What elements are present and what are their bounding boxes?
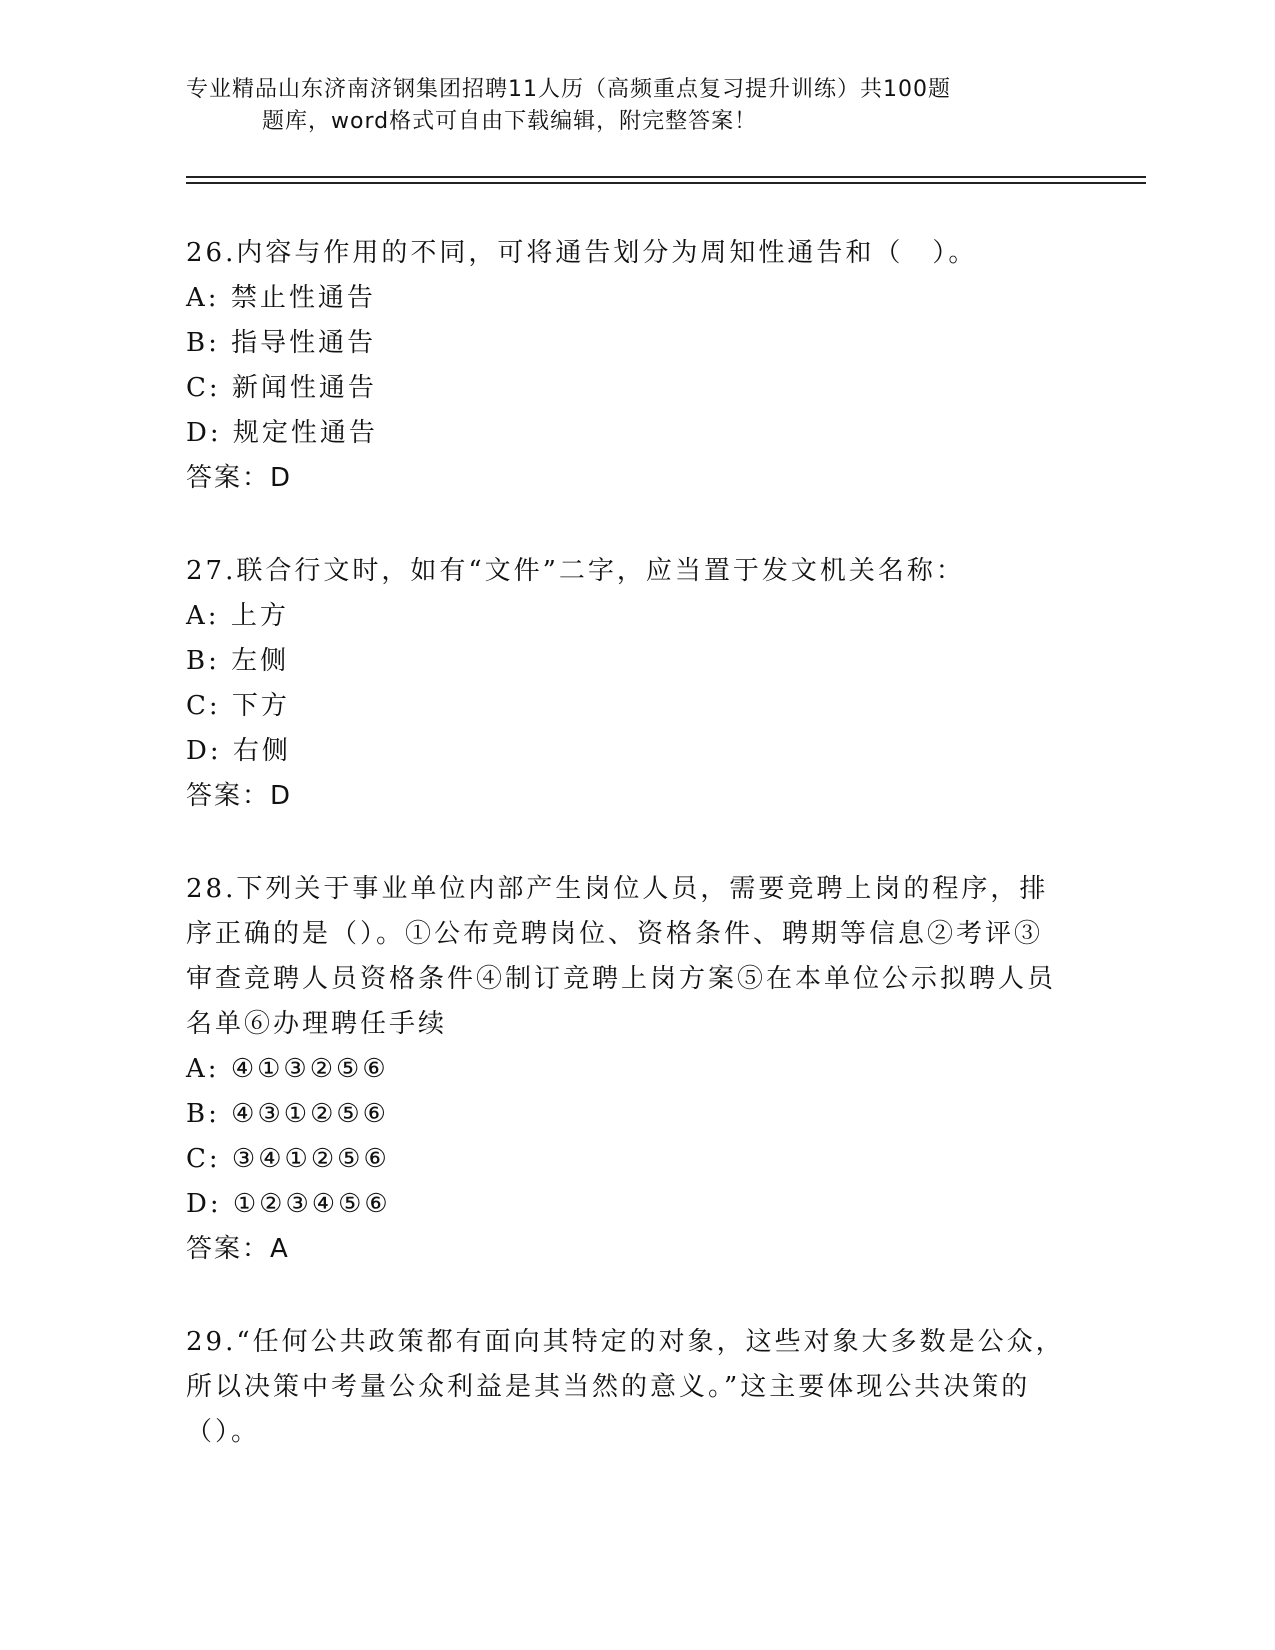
option-d	[186, 411, 1066, 456]
option-key: C:	[186, 373, 221, 403]
option-key: D:	[186, 1189, 222, 1219]
option-text: ④③①②⑤⑥	[231, 1099, 389, 1129]
option-c	[186, 1137, 1066, 1182]
option-key: A:	[186, 601, 220, 631]
question-text: 26.内容与作用的不同，可将通告划分为周知性通告和（ ）。	[186, 238, 978, 268]
header-title-line-2: 题库，word格式可自由下载编辑，附完整答案！	[262, 109, 758, 134]
option-key: B:	[186, 646, 220, 676]
option-key: C:	[186, 691, 221, 721]
question-26	[186, 231, 1066, 501]
option-text: 指导性通告	[231, 328, 377, 358]
option-text: 新闻性通告	[231, 373, 377, 403]
option-a	[186, 594, 1066, 639]
option-text: 规定性通告	[232, 418, 378, 448]
question-27	[186, 549, 1066, 819]
option-key: A:	[186, 1054, 220, 1084]
option-b	[186, 1092, 1066, 1137]
option-d	[186, 729, 1066, 774]
option-text: 左侧	[231, 646, 290, 676]
option-a	[186, 1047, 1066, 1092]
question-text: 27.联合行文时，如有“文件”二字，应当置于发文机关名称：	[186, 556, 965, 586]
option-key: B:	[186, 1099, 220, 1129]
header-divider-bottom	[186, 182, 1146, 184]
answer-line: 答案：D	[186, 463, 293, 493]
option-c	[186, 684, 1066, 729]
header-divider-top	[186, 176, 1146, 178]
option-key: C:	[186, 1144, 221, 1174]
option-text: 上方	[230, 601, 289, 631]
option-key: D:	[186, 736, 222, 766]
question-28	[186, 867, 1066, 1272]
answer-line: 答案：A	[186, 1234, 290, 1264]
document-header	[186, 74, 1146, 138]
option-text: 右侧	[232, 736, 291, 766]
option-text: 下方	[231, 691, 290, 721]
option-key: D:	[186, 418, 222, 448]
question-text: 29.“任何公共政策都有面向其特定的对象，这些对象大多数是公众，所以决策中考量公众利益是其当然的意义。”这主要体现公共决策的（）。	[186, 1327, 1065, 1447]
question-29	[186, 1320, 1066, 1455]
option-d	[186, 1182, 1066, 1227]
option-text: ①②③④⑤⑥	[232, 1189, 391, 1219]
option-text: ③④①②⑤⑥	[231, 1144, 390, 1174]
option-c	[186, 366, 1066, 411]
option-a	[186, 276, 1066, 321]
question-text: 28.下列关于事业单位内部产生岗位人员，需要竞聘上岗的程序，排序正确的是（）。①公布竞聘岗位、资格条件、聘期等信息②考评③审查竞聘人员资格条件④制订竞聘上岗方案⑤在本单位公示拟聘人员名单⑥办理聘任手续	[186, 874, 1057, 1039]
option-b	[186, 639, 1066, 684]
option-text: 禁止性通告	[230, 283, 376, 313]
option-text: ④①③②⑤⑥	[230, 1054, 389, 1084]
option-b	[186, 321, 1066, 366]
option-key: B:	[186, 328, 220, 358]
answer-line: 答案：D	[186, 781, 293, 811]
header-title-line-1: 专业精品山东济南济钢集团招聘11人历（高频重点复习提升训练）共100题	[186, 77, 951, 102]
option-key: A:	[186, 283, 220, 313]
